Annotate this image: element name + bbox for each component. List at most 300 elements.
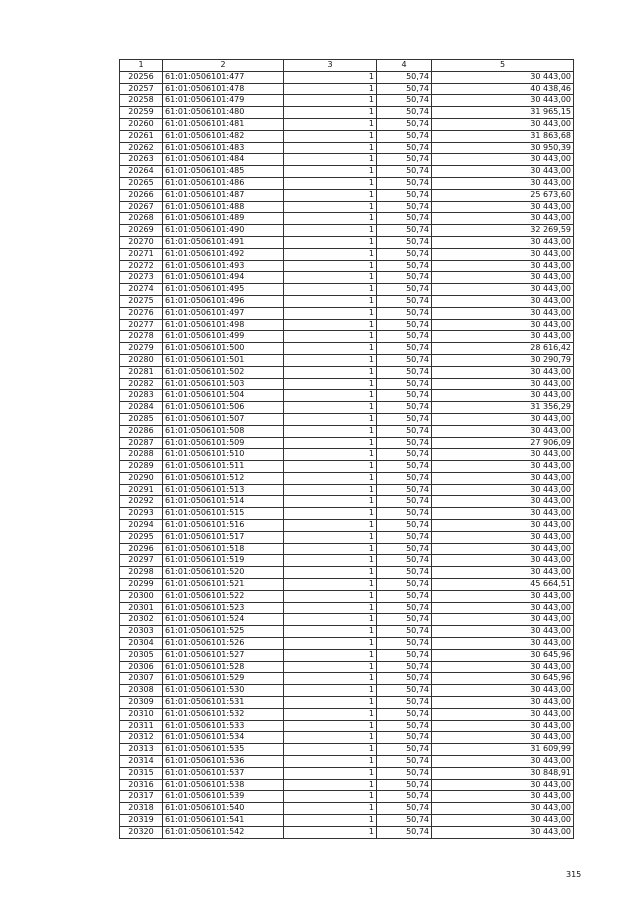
table-row xyxy=(120,531,574,543)
table-cell-col-1: 20294 xyxy=(120,520,163,532)
table-row xyxy=(120,413,574,425)
table-cell-col-3: 1 xyxy=(284,767,377,779)
table-row xyxy=(120,708,574,720)
table-cell-col-2: 61:01:0506101:538 xyxy=(163,779,284,791)
table-cell-col-4: 50,74 xyxy=(377,236,432,248)
column-header-4: 4 xyxy=(377,60,432,72)
table-cell-col-2: 61:01:0506101:510 xyxy=(163,449,284,461)
table-cell-col-4: 50,74 xyxy=(377,319,432,331)
table-cell-col-2: 61:01:0506101:480 xyxy=(163,107,284,119)
table-cell-col-2: 61:01:0506101:497 xyxy=(163,307,284,319)
table-cell-col-2: 61:01:0506101:521 xyxy=(163,579,284,591)
table-cell-col-3: 1 xyxy=(284,649,377,661)
table-row xyxy=(120,378,574,390)
table-cell-col-1: 20287 xyxy=(120,437,163,449)
table-cell-col-5: 32 269,59 xyxy=(432,225,574,237)
table-row xyxy=(120,130,574,142)
table-cell-col-4: 50,74 xyxy=(377,225,432,237)
table-cell-col-2: 61:01:0506101:522 xyxy=(163,590,284,602)
table-cell-col-5: 30 443,00 xyxy=(432,803,574,815)
table-cell-col-1: 20272 xyxy=(120,260,163,272)
table-cell-col-2: 61:01:0506101:535 xyxy=(163,744,284,756)
table-cell-col-5: 30 443,00 xyxy=(432,720,574,732)
table-cell-col-4: 50,74 xyxy=(377,531,432,543)
table-cell-col-1: 20295 xyxy=(120,531,163,543)
table-cell-col-3: 1 xyxy=(284,614,377,626)
table-row xyxy=(120,177,574,189)
table-cell-col-3: 1 xyxy=(284,579,377,591)
table-cell-col-2: 61:01:0506101:516 xyxy=(163,520,284,532)
table-cell-col-5: 40 438,46 xyxy=(432,83,574,95)
table-row xyxy=(120,472,574,484)
table-row xyxy=(120,284,574,296)
table-cell-col-5: 30 443,00 xyxy=(432,390,574,402)
table-cell-col-5: 30 443,00 xyxy=(432,685,574,697)
table-cell-col-1: 20301 xyxy=(120,602,163,614)
table-cell-col-1: 20277 xyxy=(120,319,163,331)
table-row xyxy=(120,236,574,248)
table-cell-col-4: 50,74 xyxy=(377,590,432,602)
table-cell-col-1: 20320 xyxy=(120,826,163,838)
table-row xyxy=(120,213,574,225)
table-cell-col-1: 20312 xyxy=(120,732,163,744)
table-cell-col-4: 50,74 xyxy=(377,567,432,579)
table-cell-col-2: 61:01:0506101:501 xyxy=(163,354,284,366)
table-cell-col-5: 28 616,42 xyxy=(432,343,574,355)
table-cell-col-1: 20284 xyxy=(120,402,163,414)
table-cell-col-3: 1 xyxy=(284,779,377,791)
table-cell-col-4: 50,74 xyxy=(377,555,432,567)
table-row xyxy=(120,508,574,520)
table-cell-col-5: 30 443,00 xyxy=(432,213,574,225)
table-cell-col-1: 20297 xyxy=(120,555,163,567)
table-cell-col-2: 61:01:0506101:514 xyxy=(163,496,284,508)
table-cell-col-4: 50,74 xyxy=(377,142,432,154)
table-cell-col-4: 50,74 xyxy=(377,378,432,390)
table-cell-col-3: 1 xyxy=(284,83,377,95)
table-cell-col-1: 20276 xyxy=(120,307,163,319)
table-cell-col-1: 20266 xyxy=(120,189,163,201)
table-row xyxy=(120,366,574,378)
table-cell-col-3: 1 xyxy=(284,331,377,343)
table-cell-col-5: 30 443,00 xyxy=(432,543,574,555)
table-cell-col-3: 1 xyxy=(284,555,377,567)
table-cell-col-3: 1 xyxy=(284,225,377,237)
table-cell-col-1: 20279 xyxy=(120,343,163,355)
data-table xyxy=(119,59,574,839)
table-cell-col-4: 50,74 xyxy=(377,803,432,815)
table-cell-col-4: 50,74 xyxy=(377,744,432,756)
table-cell-col-4: 50,74 xyxy=(377,95,432,107)
table-cell-col-2: 61:01:0506101:513 xyxy=(163,484,284,496)
table-cell-col-4: 50,74 xyxy=(377,437,432,449)
table-cell-col-3: 1 xyxy=(284,354,377,366)
table-cell-col-3: 1 xyxy=(284,248,377,260)
table-cell-col-4: 50,74 xyxy=(377,402,432,414)
table-row xyxy=(120,390,574,402)
table-row xyxy=(120,614,574,626)
table-cell-col-3: 1 xyxy=(284,661,377,673)
table-cell-col-2: 61:01:0506101:532 xyxy=(163,708,284,720)
table-row xyxy=(120,602,574,614)
table-row xyxy=(120,118,574,130)
table-cell-col-4: 50,74 xyxy=(377,673,432,685)
table-cell-col-5: 30 443,00 xyxy=(432,567,574,579)
table-cell-col-1: 20315 xyxy=(120,767,163,779)
table-row xyxy=(120,720,574,732)
table-cell-col-2: 61:01:0506101:492 xyxy=(163,248,284,260)
table-row xyxy=(120,248,574,260)
table-row xyxy=(120,779,574,791)
table-cell-col-3: 1 xyxy=(284,673,377,685)
table-cell-col-1: 20300 xyxy=(120,590,163,602)
table-row xyxy=(120,71,574,83)
table-cell-col-4: 50,74 xyxy=(377,71,432,83)
table-cell-col-2: 61:01:0506101:477 xyxy=(163,71,284,83)
table-cell-col-4: 50,74 xyxy=(377,83,432,95)
table-cell-col-2: 61:01:0506101:541 xyxy=(163,815,284,827)
table-cell-col-2: 61:01:0506101:494 xyxy=(163,272,284,284)
table-cell-col-1: 20314 xyxy=(120,756,163,768)
table-cell-col-5: 30 848,91 xyxy=(432,767,574,779)
table-cell-col-4: 50,74 xyxy=(377,638,432,650)
table-cell-col-4: 50,74 xyxy=(377,272,432,284)
table-cell-col-4: 50,74 xyxy=(377,189,432,201)
table-cell-col-4: 50,74 xyxy=(377,390,432,402)
table-row xyxy=(120,756,574,768)
table-cell-col-1: 20267 xyxy=(120,201,163,213)
table-cell-col-3: 1 xyxy=(284,390,377,402)
table-row xyxy=(120,201,574,213)
table-cell-col-3: 1 xyxy=(284,284,377,296)
table-cell-col-3: 1 xyxy=(284,107,377,119)
table-cell-col-2: 61:01:0506101:515 xyxy=(163,508,284,520)
table-cell-col-4: 50,74 xyxy=(377,201,432,213)
table-cell-col-3: 1 xyxy=(284,295,377,307)
table-cell-col-4: 50,74 xyxy=(377,484,432,496)
table-cell-col-3: 1 xyxy=(284,154,377,166)
table-cell-col-4: 50,74 xyxy=(377,343,432,355)
table-row xyxy=(120,307,574,319)
table-cell-col-2: 61:01:0506101:485 xyxy=(163,166,284,178)
table-cell-col-1: 20260 xyxy=(120,118,163,130)
table-row xyxy=(120,496,574,508)
table-cell-col-2: 61:01:0506101:527 xyxy=(163,649,284,661)
table-cell-col-5: 30 443,00 xyxy=(432,626,574,638)
table-cell-col-1: 20278 xyxy=(120,331,163,343)
table-cell-col-4: 50,74 xyxy=(377,118,432,130)
table-cell-col-1: 20259 xyxy=(120,107,163,119)
table-cell-col-3: 1 xyxy=(284,803,377,815)
table-cell-col-2: 61:01:0506101:517 xyxy=(163,531,284,543)
table-cell-col-4: 50,74 xyxy=(377,449,432,461)
table-row xyxy=(120,142,574,154)
table-cell-col-4: 50,74 xyxy=(377,461,432,473)
table-row xyxy=(120,225,574,237)
table-cell-col-5: 30 443,00 xyxy=(432,449,574,461)
table-cell-col-4: 50,74 xyxy=(377,826,432,838)
table-cell-col-1: 20262 xyxy=(120,142,163,154)
table-cell-col-1: 20310 xyxy=(120,708,163,720)
table-cell-col-3: 1 xyxy=(284,366,377,378)
table-cell-col-1: 20281 xyxy=(120,366,163,378)
table-cell-col-2: 61:01:0506101:489 xyxy=(163,213,284,225)
table-row xyxy=(120,520,574,532)
table-cell-col-5: 30 443,00 xyxy=(432,236,574,248)
table-cell-col-5: 30 443,00 xyxy=(432,496,574,508)
table-row xyxy=(120,354,574,366)
table-cell-col-2: 61:01:0506101:496 xyxy=(163,295,284,307)
table-cell-col-4: 50,74 xyxy=(377,520,432,532)
table-cell-col-3: 1 xyxy=(284,236,377,248)
table-cell-col-5: 45 664,51 xyxy=(432,579,574,591)
table-cell-col-3: 1 xyxy=(284,272,377,284)
table-cell-col-5: 30 443,00 xyxy=(432,284,574,296)
table-cell-col-3: 1 xyxy=(284,826,377,838)
table-cell-col-4: 50,74 xyxy=(377,248,432,260)
column-header-1: 1 xyxy=(120,60,163,72)
table-cell-col-3: 1 xyxy=(284,791,377,803)
table-cell-col-1: 20258 xyxy=(120,95,163,107)
table-cell-col-5: 30 443,00 xyxy=(432,791,574,803)
table-cell-col-5: 31 609,99 xyxy=(432,744,574,756)
table-cell-col-2: 61:01:0506101:526 xyxy=(163,638,284,650)
table-cell-col-1: 20283 xyxy=(120,390,163,402)
table-cell-col-4: 50,74 xyxy=(377,697,432,709)
table-row xyxy=(120,791,574,803)
table-cell-col-3: 1 xyxy=(284,520,377,532)
table-cell-col-2: 61:01:0506101:499 xyxy=(163,331,284,343)
table-cell-col-2: 61:01:0506101:523 xyxy=(163,602,284,614)
table-cell-col-2: 61:01:0506101:542 xyxy=(163,826,284,838)
table-cell-col-1: 20292 xyxy=(120,496,163,508)
table-cell-col-1: 20288 xyxy=(120,449,163,461)
table-cell-col-3: 1 xyxy=(284,413,377,425)
table-cell-col-1: 20275 xyxy=(120,295,163,307)
table-row xyxy=(120,166,574,178)
table-cell-col-5: 30 443,00 xyxy=(432,779,574,791)
table-cell-col-4: 50,74 xyxy=(377,331,432,343)
table-cell-col-3: 1 xyxy=(284,177,377,189)
table-cell-col-1: 20318 xyxy=(120,803,163,815)
table-cell-col-3: 1 xyxy=(284,744,377,756)
table-cell-col-5: 25 673,60 xyxy=(432,189,574,201)
table-cell-col-1: 20313 xyxy=(120,744,163,756)
table-row xyxy=(120,272,574,284)
table-cell-col-2: 61:01:0506101:488 xyxy=(163,201,284,213)
table-cell-col-3: 1 xyxy=(284,319,377,331)
table-cell-col-1: 20290 xyxy=(120,472,163,484)
table-cell-col-3: 1 xyxy=(284,343,377,355)
table-cell-col-1: 20289 xyxy=(120,461,163,473)
table-row xyxy=(120,638,574,650)
table-cell-col-5: 30 443,00 xyxy=(432,177,574,189)
table-cell-col-1: 20293 xyxy=(120,508,163,520)
table-cell-col-1: 20263 xyxy=(120,154,163,166)
table-cell-col-4: 50,74 xyxy=(377,260,432,272)
table-cell-col-1: 20319 xyxy=(120,815,163,827)
table-row xyxy=(120,567,574,579)
table-cell-col-3: 1 xyxy=(284,720,377,732)
table-cell-col-5: 30 443,00 xyxy=(432,260,574,272)
table-cell-col-3: 1 xyxy=(284,590,377,602)
table-row xyxy=(120,437,574,449)
table-cell-col-4: 50,74 xyxy=(377,366,432,378)
table-cell-col-1: 20271 xyxy=(120,248,163,260)
table-cell-col-5: 30 443,00 xyxy=(432,555,574,567)
table-cell-col-1: 20274 xyxy=(120,284,163,296)
table-cell-col-1: 20261 xyxy=(120,130,163,142)
table-cell-col-2: 61:01:0506101:511 xyxy=(163,461,284,473)
table-cell-col-4: 50,74 xyxy=(377,425,432,437)
table-row xyxy=(120,95,574,107)
table-row xyxy=(120,484,574,496)
table-cell-col-5: 30 443,00 xyxy=(432,661,574,673)
table-cell-col-5: 30 443,00 xyxy=(432,638,574,650)
table-cell-col-2: 61:01:0506101:491 xyxy=(163,236,284,248)
table-cell-col-3: 1 xyxy=(284,378,377,390)
data-table-container xyxy=(119,59,573,839)
table-cell-col-2: 61:01:0506101:504 xyxy=(163,390,284,402)
table-row xyxy=(120,543,574,555)
table-cell-col-4: 50,74 xyxy=(377,354,432,366)
table-cell-col-3: 1 xyxy=(284,708,377,720)
table-cell-col-3: 1 xyxy=(284,543,377,555)
table-cell-col-5: 30 443,00 xyxy=(432,708,574,720)
table-cell-col-1: 20298 xyxy=(120,567,163,579)
table-cell-col-2: 61:01:0506101:493 xyxy=(163,260,284,272)
table-row xyxy=(120,579,574,591)
table-cell-col-1: 20269 xyxy=(120,225,163,237)
table-cell-col-5: 30 443,00 xyxy=(432,531,574,543)
table-cell-col-2: 61:01:0506101:518 xyxy=(163,543,284,555)
table-cell-col-5: 30 443,00 xyxy=(432,472,574,484)
table-cell-col-3: 1 xyxy=(284,130,377,142)
table-cell-col-2: 61:01:0506101:506 xyxy=(163,402,284,414)
table-row xyxy=(120,154,574,166)
table-cell-col-2: 61:01:0506101:530 xyxy=(163,685,284,697)
table-cell-col-5: 30 443,00 xyxy=(432,154,574,166)
table-row xyxy=(120,343,574,355)
table-cell-col-4: 50,74 xyxy=(377,779,432,791)
table-row xyxy=(120,673,574,685)
table-cell-col-1: 20304 xyxy=(120,638,163,650)
table-row xyxy=(120,826,574,838)
table-cell-col-3: 1 xyxy=(284,732,377,744)
table-cell-col-1: 20307 xyxy=(120,673,163,685)
table-row xyxy=(120,555,574,567)
table-cell-col-2: 61:01:0506101:481 xyxy=(163,118,284,130)
table-row xyxy=(120,402,574,414)
table-cell-col-1: 20273 xyxy=(120,272,163,284)
table-row xyxy=(120,590,574,602)
table-cell-col-1: 20306 xyxy=(120,661,163,673)
table-cell-col-4: 50,74 xyxy=(377,472,432,484)
table-cell-col-2: 61:01:0506101:487 xyxy=(163,189,284,201)
table-cell-col-5: 31 965,15 xyxy=(432,107,574,119)
table-cell-col-5: 30 443,00 xyxy=(432,295,574,307)
table-cell-col-3: 1 xyxy=(284,142,377,154)
table-cell-col-5: 30 443,00 xyxy=(432,71,574,83)
table-cell-col-5: 30 443,00 xyxy=(432,602,574,614)
table-cell-col-2: 61:01:0506101:528 xyxy=(163,661,284,673)
column-header-5: 5 xyxy=(432,60,574,72)
table-cell-col-1: 20256 xyxy=(120,71,163,83)
table-cell-col-2: 61:01:0506101:479 xyxy=(163,95,284,107)
table-row xyxy=(120,803,574,815)
table-cell-col-2: 61:01:0506101:519 xyxy=(163,555,284,567)
table-cell-col-1: 20270 xyxy=(120,236,163,248)
table-row xyxy=(120,83,574,95)
table-cell-col-1: 20302 xyxy=(120,614,163,626)
table-cell-col-2: 61:01:0506101:500 xyxy=(163,343,284,355)
table-cell-col-3: 1 xyxy=(284,484,377,496)
table-cell-col-3: 1 xyxy=(284,307,377,319)
table-cell-col-2: 61:01:0506101:509 xyxy=(163,437,284,449)
table-cell-col-4: 50,74 xyxy=(377,543,432,555)
table-cell-col-5: 30 443,00 xyxy=(432,815,574,827)
table-cell-col-5: 30 443,00 xyxy=(432,319,574,331)
table-row xyxy=(120,295,574,307)
table-row xyxy=(120,461,574,473)
table-cell-col-4: 50,74 xyxy=(377,579,432,591)
table-row xyxy=(120,649,574,661)
table-cell-col-5: 30 443,00 xyxy=(432,732,574,744)
table-cell-col-5: 30 443,00 xyxy=(432,425,574,437)
table-cell-col-3: 1 xyxy=(284,508,377,520)
table-cell-col-3: 1 xyxy=(284,685,377,697)
table-row xyxy=(120,189,574,201)
table-cell-col-5: 30 443,00 xyxy=(432,272,574,284)
table-cell-col-2: 61:01:0506101:486 xyxy=(163,177,284,189)
table-cell-col-4: 50,74 xyxy=(377,732,432,744)
table-cell-col-1: 20309 xyxy=(120,697,163,709)
table-cell-col-4: 50,74 xyxy=(377,626,432,638)
table-cell-col-1: 20308 xyxy=(120,685,163,697)
table-cell-col-2: 61:01:0506101:503 xyxy=(163,378,284,390)
table-row xyxy=(120,744,574,756)
table-cell-col-5: 30 443,00 xyxy=(432,614,574,626)
table-cell-col-1: 20299 xyxy=(120,579,163,591)
table-cell-col-2: 61:01:0506101:512 xyxy=(163,472,284,484)
table-cell-col-1: 20285 xyxy=(120,413,163,425)
table-cell-col-5: 30 443,00 xyxy=(432,484,574,496)
table-cell-col-3: 1 xyxy=(284,638,377,650)
table-cell-col-5: 30 290,79 xyxy=(432,354,574,366)
table-cell-col-5: 30 443,00 xyxy=(432,307,574,319)
table-cell-col-5: 30 645,96 xyxy=(432,673,574,685)
table-cell-col-3: 1 xyxy=(284,697,377,709)
table-cell-col-4: 50,74 xyxy=(377,815,432,827)
table-cell-col-3: 1 xyxy=(284,166,377,178)
table-cell-col-3: 1 xyxy=(284,756,377,768)
table-cell-col-3: 1 xyxy=(284,472,377,484)
table-row xyxy=(120,815,574,827)
table-cell-col-3: 1 xyxy=(284,461,377,473)
table-cell-col-2: 61:01:0506101:498 xyxy=(163,319,284,331)
table-cell-col-4: 50,74 xyxy=(377,496,432,508)
table-cell-col-1: 20303 xyxy=(120,626,163,638)
table-cell-col-2: 61:01:0506101:531 xyxy=(163,697,284,709)
table-cell-col-1: 20296 xyxy=(120,543,163,555)
table-cell-col-2: 61:01:0506101:508 xyxy=(163,425,284,437)
table-cell-col-2: 61:01:0506101:525 xyxy=(163,626,284,638)
table-cell-col-5: 30 443,00 xyxy=(432,95,574,107)
table-row xyxy=(120,319,574,331)
table-cell-col-5: 30 443,00 xyxy=(432,461,574,473)
table-cell-col-1: 20268 xyxy=(120,213,163,225)
table-cell-col-5: 31 356,29 xyxy=(432,402,574,414)
